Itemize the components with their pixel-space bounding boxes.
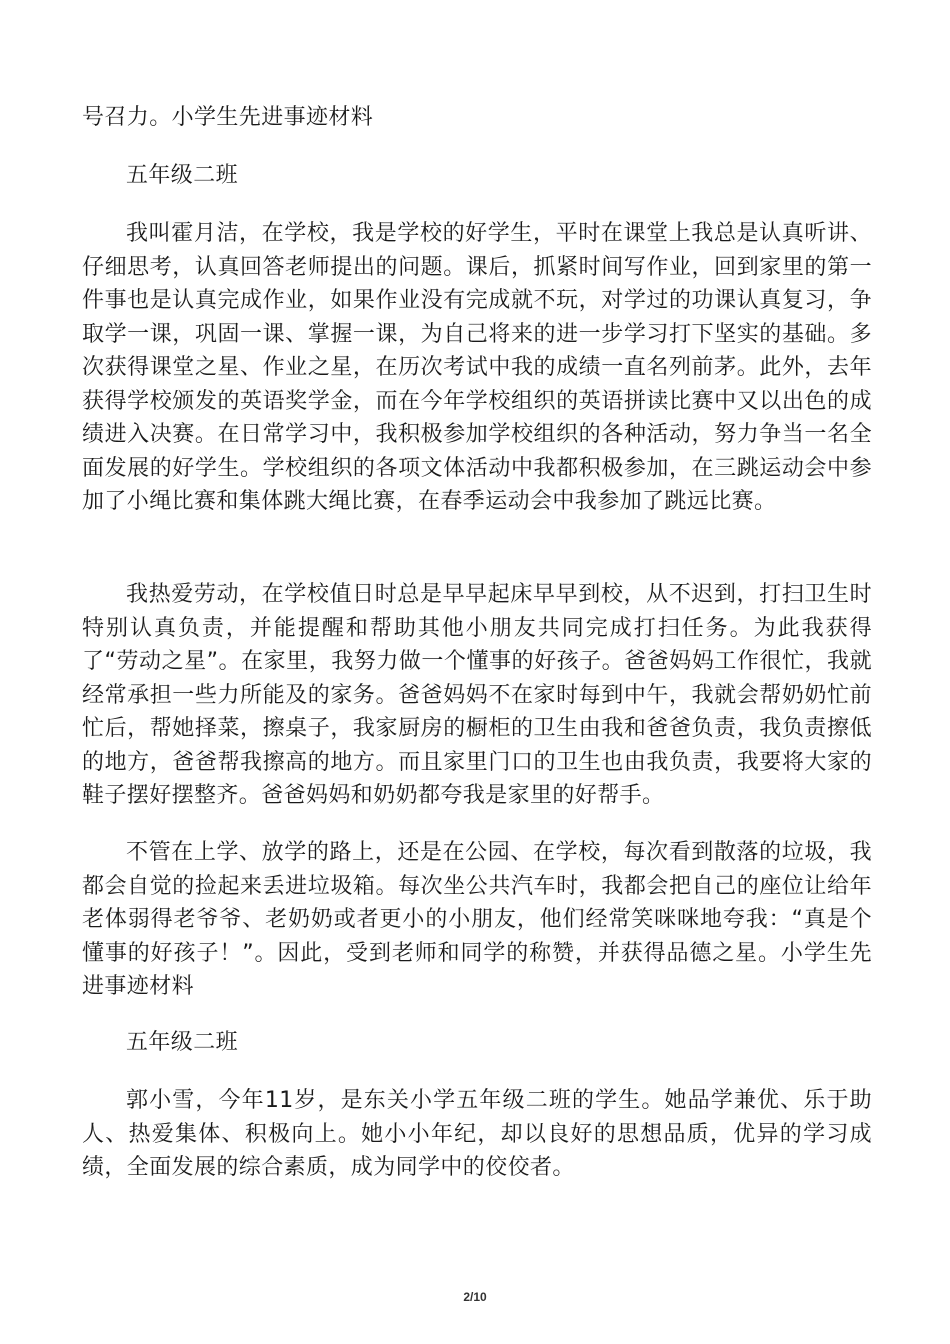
paragraph-guo-xiaoxue: 郭小雪，今年11岁，是东关小学五年级二班的学生。她品学兼优、乐于助人、热爱集体、积极向上。她小小年纪，却以良好的思想品质，优异的学习成绩，全面发展的综合素质，成为同学中的佼佼者。	[82, 1088, 872, 1180]
paragraph-labor: 我热爱劳动，在学校值日时总是早早起床早早到校，从不迟到，打扫卫生时特别认真负责，并能提醒和帮助其他小朋友共同完成打扫任务。为此我获得了“劳动之星”。在家里，我努力做一个懂事的好孩子。爸爸妈妈工作很忙，我就经常承担一些力所能及的家务。爸爸妈妈不在家时每到中午，我就会帮奶奶忙前忙后，帮她择菜，擦桌子，我家厨房的橱柜的卫生由我和爸爸负责，我负责擦低的地方，爸爸帮我擦高的地方。而且家里门口的卫生也由我负责，我要将大家的鞋子摆好摆整齐。爸爸妈妈和奶奶都夸我是家里的好帮手。	[82, 582, 872, 808]
class-heading-second: 五年级二班	[126, 1030, 239, 1055]
paragraph-continuation: 号召力。小学生先进事迹材料	[82, 105, 374, 130]
paragraph-morality: 不管在上学、放学的路上，还是在公园、在学校，每次看到散落的垃圾，我都会自觉的捡起来丢进垃圾箱。每次坐公共汽车时，我都会把自己的座位让给年老体弱得老爷爷、老奶奶或者更小的小朋友，他们经常笑咪咪地夸我：“真是个懂事的好孩子！”。因此，受到老师和同学的称赞，并获得品德之星。小学生先进事迹材料	[82, 840, 872, 999]
paragraph-study: 我叫霍月洁，在学校，我是学校的好学生，平时在课堂上我总是认真听讲、仔细思考，认真回答老师提出的问题。课后，抓紧时间写作业，回到家里的第一件事也是认真完成作业，如果作业没有完成就不玩，对学过的功课认真复习，争取学一课，巩固一课、掌握一课，为自己将来的进一步学习打下坚实的基础。多次获得课堂之星、作业之星，在历次考试中我的成绩一直名列前茅。此外，去年获得学校颁发的英语奖学金，而在今年学校组织的英语拼读比赛中又以出色的成绩进入决赛。在日常学习中，我积极参加学校组织的各种活动，努力争当一名全面发展的好学生。学校组织的各项文体活动中我都积极参加，在三跳运动会中参加了小绳比赛和集体跳大绳比赛，在春季运动会中我参加了跳远比赛。	[82, 221, 872, 514]
page-number: 2/10	[463, 1290, 487, 1304]
class-heading: 五年级二班	[126, 163, 239, 188]
